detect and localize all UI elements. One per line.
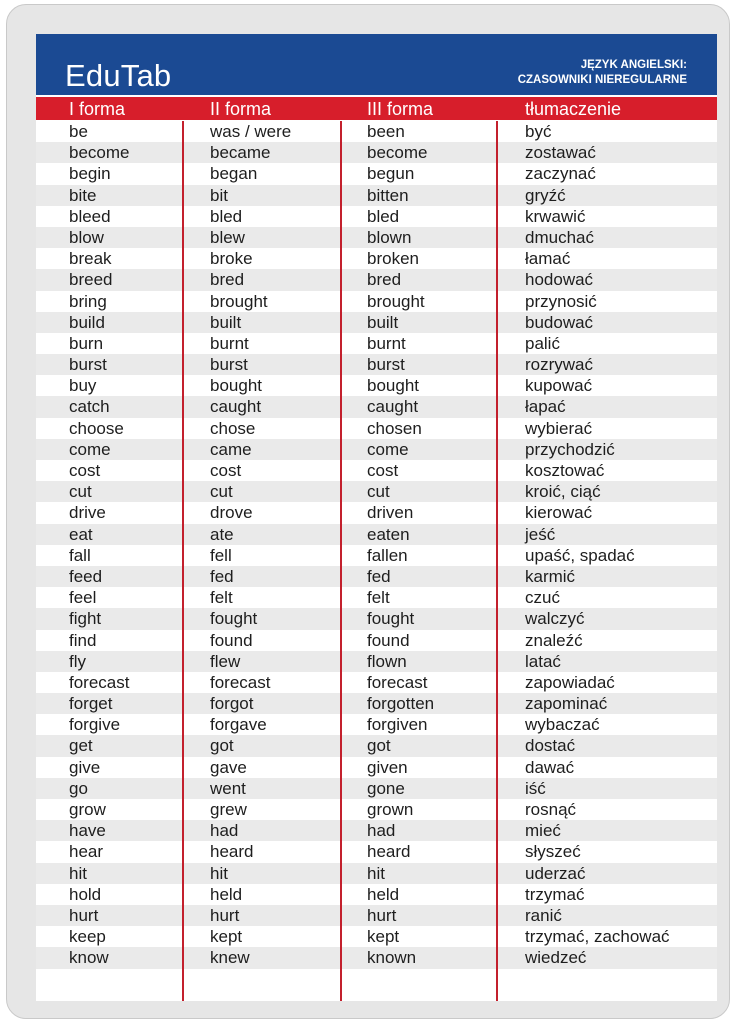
title-line-1: JĘZYK ANGIELSKI:: [580, 59, 687, 71]
cell-form3: forgiven: [367, 715, 428, 735]
table-row: [36, 269, 717, 290]
cell-form3: come: [367, 439, 409, 459]
cell-translation: zaczynać: [525, 164, 596, 184]
cell-form2: fell: [210, 545, 232, 565]
cell-translation: iść: [525, 778, 546, 798]
cell-translation: kierować: [525, 503, 593, 523]
table-row: [36, 248, 717, 269]
table-row: [36, 163, 717, 184]
cell-form3: fought: [367, 609, 415, 629]
page-title: [518, 58, 687, 88]
table-row: [36, 227, 717, 248]
cell-form2: heard: [210, 842, 254, 862]
cell-form2: flew: [210, 651, 241, 671]
cell-form2: forecast: [210, 672, 271, 692]
cell-form3: chosen: [367, 418, 422, 438]
cell-form2: got: [210, 736, 234, 756]
column-header-row: [36, 97, 717, 120]
cell-form1: know: [69, 948, 109, 968]
table-row: [36, 206, 717, 227]
cell-form2: caught: [210, 397, 262, 417]
cell-translation: łapać: [525, 397, 566, 417]
cell-translation: trzymać: [525, 884, 585, 904]
verb-table-sheet: [36, 34, 717, 1001]
cell-form1: hold: [69, 884, 102, 904]
cell-translation: łamać: [525, 249, 571, 269]
cell-form3: blown: [367, 227, 412, 247]
table-row: [36, 185, 717, 206]
cell-form3: flown: [367, 651, 407, 671]
table-row: [36, 312, 717, 333]
cell-translation: gryźć: [525, 185, 566, 205]
cell-form1: find: [69, 630, 97, 650]
cell-form1: become: [69, 143, 130, 163]
cell-translation: dostać: [525, 736, 576, 756]
table-row: [36, 672, 717, 693]
cell-translation: dawać: [525, 757, 575, 777]
cell-translation: przynosić: [525, 291, 597, 311]
table-row: [36, 905, 717, 926]
cell-form1: forget: [69, 694, 113, 714]
cell-form1: begin: [69, 164, 111, 184]
cell-form3: bled: [367, 206, 400, 226]
cell-form3: driven: [367, 503, 414, 523]
cell-translation: kupować: [525, 376, 593, 396]
cell-form1: cost: [69, 461, 101, 480]
cell-form1: come: [69, 439, 111, 459]
cell-form3: found: [367, 630, 410, 650]
cell-form3: hurt: [367, 905, 397, 925]
cell-form3: forecast: [367, 672, 428, 692]
cell-translation: zapowiadać: [525, 672, 615, 692]
cell-translation: wiedzeć: [525, 948, 587, 968]
cell-translation: walczyć: [525, 609, 585, 629]
cell-translation: czuć: [525, 588, 560, 608]
cell-translation: krwawić: [525, 206, 586, 226]
cell-form2: felt: [210, 588, 233, 608]
cell-form2: burst: [210, 355, 248, 375]
cell-form2: built: [210, 312, 242, 332]
cell-form3: fallen: [367, 545, 408, 565]
table-row: [36, 354, 717, 375]
cell-translation: wybierać: [525, 418, 593, 438]
cell-translation: budować: [525, 312, 594, 332]
cell-translation: przychodzić: [525, 439, 615, 459]
cell-form1: hear: [69, 842, 104, 862]
column-header-form2: II forma: [210, 99, 272, 119]
cell-translation: zapominać: [525, 694, 608, 714]
cell-form2: knew: [210, 948, 250, 968]
table-row: [36, 926, 717, 947]
cell-form2: drove: [210, 503, 253, 523]
column-header-translation: tłumaczenie: [525, 99, 622, 119]
cell-form2: chose: [210, 418, 256, 438]
table-row: [36, 863, 717, 884]
cell-form2: found: [210, 630, 253, 650]
header-bar: [36, 34, 717, 95]
cell-form3: grown: [367, 800, 414, 819]
cell-form2: fed: [210, 566, 234, 586]
cell-translation: kosztować: [525, 461, 605, 480]
cell-form3: cost: [367, 461, 399, 480]
cell-form1: burn: [69, 333, 104, 353]
cell-form1: forecast: [69, 672, 130, 692]
cell-form1: break: [69, 249, 112, 269]
cell-form3: built: [367, 312, 399, 332]
table-row: [36, 439, 717, 460]
table-row: [36, 608, 717, 629]
cell-form1: fly: [69, 651, 86, 671]
cell-form2: blew: [210, 227, 245, 247]
cell-form1: go: [69, 778, 88, 798]
table-row: [36, 291, 717, 312]
cell-form1: burst: [69, 355, 107, 375]
cell-form2: forgot: [210, 694, 254, 714]
cell-form2: came: [210, 439, 252, 459]
card-frame: [6, 4, 730, 1019]
cell-form2: fought: [210, 609, 258, 629]
cell-form3: burnt: [367, 333, 406, 353]
cell-translation: uderzać: [525, 863, 586, 883]
cell-form2: broke: [210, 249, 253, 269]
cell-form3: heard: [367, 842, 411, 862]
table-row: [36, 481, 717, 502]
cell-translation: wybaczać: [525, 715, 600, 735]
column-divider: [340, 121, 342, 1001]
cell-translation: zostawać: [525, 143, 596, 163]
cell-form2: bought: [210, 376, 262, 396]
cell-form3: known: [367, 948, 417, 968]
cell-form1: fall: [69, 545, 91, 565]
cell-form3: been: [367, 122, 405, 141]
cell-form1: eat: [69, 524, 93, 544]
cell-form2: went: [210, 778, 246, 798]
cell-form1: bring: [69, 291, 107, 311]
column-header-form3: III forma: [367, 99, 434, 119]
cell-form3: eaten: [367, 524, 410, 544]
cell-form1: fight: [69, 609, 102, 629]
table-row: [36, 884, 717, 905]
cell-form1: feel: [69, 588, 97, 608]
cell-translation: palić: [525, 333, 560, 353]
cell-form2: bled: [210, 206, 243, 226]
cell-form3: gone: [367, 778, 405, 798]
table-row: [36, 757, 717, 778]
cell-form1: hurt: [69, 905, 99, 925]
table-row: [36, 460, 717, 481]
cell-form2: forgave: [210, 715, 267, 735]
table-row: [36, 566, 717, 587]
cell-form2: kept: [210, 927, 243, 947]
cell-translation: kroić, ciąć: [525, 482, 601, 502]
cell-form3: become: [367, 143, 428, 163]
cell-form2: cost: [210, 461, 242, 480]
cell-form2: cut: [210, 482, 233, 502]
table-row: [36, 630, 717, 651]
cell-form3: bought: [367, 376, 419, 396]
table-row: [36, 121, 717, 142]
table-row: [36, 693, 717, 714]
cell-form2: burnt: [210, 333, 249, 353]
cell-form2: held: [210, 884, 243, 904]
cell-form1: catch: [69, 397, 110, 417]
cell-form2: began: [210, 164, 258, 184]
cell-form1: choose: [69, 418, 124, 438]
cell-form2: grew: [210, 800, 247, 819]
cell-form1: bleed: [69, 206, 111, 226]
cell-form2: hurt: [210, 905, 240, 925]
cell-form1: feed: [69, 566, 103, 586]
cell-form2: was / were: [210, 122, 292, 141]
cell-form1: drive: [69, 503, 106, 523]
cell-form2: ate: [210, 524, 234, 544]
cell-form3: begun: [367, 164, 415, 184]
column-header-form1: I forma: [69, 99, 126, 119]
cell-form3: broken: [367, 249, 419, 269]
cell-form2: bred: [210, 270, 245, 290]
table-row: [36, 142, 717, 163]
cell-form2: gave: [210, 757, 247, 777]
table-row: [36, 778, 717, 799]
cell-translation: ranić: [525, 905, 562, 925]
cell-form3: cut: [367, 482, 390, 502]
cell-form3: kept: [367, 927, 400, 947]
table-row: [36, 799, 717, 820]
cell-form3: forgotten: [367, 694, 435, 714]
cell-translation: trzymać, zachować: [525, 927, 670, 947]
table-row: [36, 375, 717, 396]
table-row: [36, 333, 717, 354]
cell-form2: became: [210, 143, 271, 163]
title-line-2: CZASOWNIKI NIEREGULARNE: [517, 74, 687, 86]
cell-form3: bitten: [367, 185, 409, 205]
cell-form3: brought: [367, 291, 425, 311]
cell-translation: dmuchać: [525, 227, 594, 247]
table-row: [36, 418, 717, 439]
cell-form2: brought: [210, 291, 268, 311]
cell-form3: given: [367, 757, 408, 777]
cell-form3: fed: [367, 566, 391, 586]
verb-rows: [36, 121, 717, 990]
table-row: [36, 396, 717, 417]
cell-form1: bite: [69, 185, 97, 205]
table-row: [36, 714, 717, 735]
cell-translation: znaleźć: [525, 630, 583, 650]
table-row: [36, 841, 717, 862]
table-row: [36, 587, 717, 608]
table-row: [36, 947, 717, 968]
cell-form1: keep: [69, 927, 106, 947]
cell-form2: hit: [210, 863, 228, 883]
table-row: [36, 524, 717, 545]
cell-form3: bred: [367, 270, 402, 290]
cell-form1: buy: [69, 376, 97, 396]
cell-form3: held: [367, 884, 400, 904]
table-row: [36, 735, 717, 756]
cell-translation: słyszeć: [525, 842, 581, 862]
table-row: [36, 969, 717, 990]
cell-form1: build: [69, 312, 105, 332]
table-row: [36, 651, 717, 672]
cell-form3: felt: [367, 588, 390, 608]
cell-translation: jeść: [525, 524, 556, 544]
cell-form3: hit: [367, 863, 385, 883]
cell-translation: być: [525, 122, 552, 141]
table-row: [36, 502, 717, 523]
cell-form1: cut: [69, 482, 92, 502]
cell-translation: rosnąć: [525, 800, 577, 819]
cell-form2: bit: [210, 185, 228, 205]
logo-text: EduTab: [65, 58, 172, 93]
cell-form3: burst: [367, 355, 405, 375]
cell-form1: breed: [69, 270, 113, 290]
cell-form1: grow: [69, 800, 106, 819]
cell-form1: blow: [69, 227, 104, 247]
cell-translation: upaść, spadać: [525, 545, 635, 565]
cell-form3: got: [367, 736, 391, 756]
cell-form1: get: [69, 736, 93, 756]
cell-translation: hodować: [525, 270, 594, 290]
cell-form1: hit: [69, 863, 87, 883]
cell-form3: had: [367, 821, 396, 841]
table-row: [36, 545, 717, 566]
column-divider: [182, 121, 184, 1001]
cell-form2: had: [210, 821, 239, 841]
cell-form1: forgive: [69, 715, 121, 735]
cell-translation: mieć: [525, 821, 561, 841]
table-row: [36, 820, 717, 841]
cell-translation: rozrywać: [525, 355, 594, 375]
cell-form1: have: [69, 821, 106, 841]
cell-form1: be: [69, 122, 88, 141]
cell-form1: give: [69, 757, 101, 777]
cell-translation: karmić: [525, 566, 576, 586]
cell-translation: latać: [525, 651, 561, 671]
cell-form3: caught: [367, 397, 419, 417]
column-divider: [496, 121, 498, 1001]
